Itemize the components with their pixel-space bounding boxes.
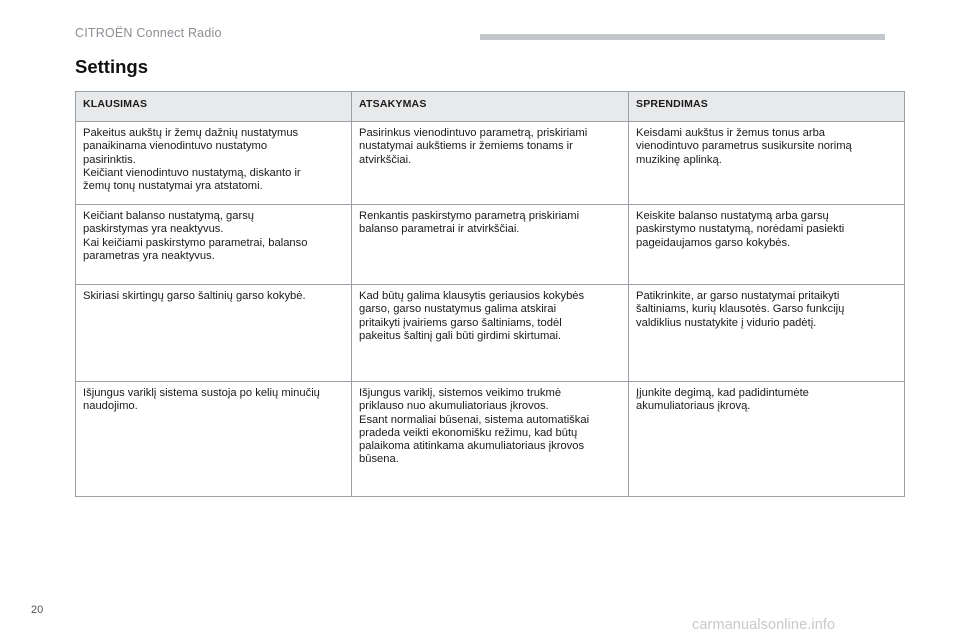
answer-cell: [352, 122, 629, 205]
solution-cell: [629, 382, 905, 497]
cell-text: Keiskite balanso nustatymą arba garsų paskirstymo nustatymą, norėdami pasiekti pageidaujamos garso kokybės.: [636, 210, 845, 249]
header-divider-bar: [480, 34, 885, 40]
cell-text: Skiriasi skirtingų garso šaltinių garso kokybė.: [83, 290, 306, 302]
column-header-solution: SPRENDIMAS: [629, 92, 905, 122]
column-header-answer: ATSAKYMAS: [352, 92, 629, 122]
cell-text: Kad būtų galima klausytis geriausios kokybės garso, garso nustatymus galima atskirai pritaikyti įvairiems garso šaltiniams, todėl pakeitus šaltinį gali būti girdimi skirtumai.: [359, 290, 585, 342]
cell-text: Renkantis paskirstymo parametrą priskiriami balanso parametrai ir atvirkščiai.: [359, 210, 580, 236]
table-row: [76, 382, 905, 497]
cell-text: Keisdami aukštus ir žemus tonus arba vienodintuvo parametrus susikursite norimą muzikinę aplinką.: [636, 127, 852, 166]
answer-cell: [352, 205, 629, 285]
table-row: [76, 205, 905, 285]
watermark-link[interactable]: carmanualsonline.info: [692, 617, 836, 633]
cell-text: Keičiant balanso nustatymą, garsų paskirstymas yra neaktyvus. Kai keičiami paskirstymo parametrai, balanso parametras yra neaktyvus.: [83, 210, 308, 262]
question-cell: [76, 382, 352, 497]
troubleshooting-table: [75, 91, 905, 497]
cell-text: Pakeitus aukštų ir žemų dažnių nustatymus panaikinama vienodintuvo nustatymo pasirinktis. Keičiant vienodintuvo nustatymą, diskanto ir žemų tonų nustatymai yra atstatomi.: [83, 127, 301, 193]
cell-text: Išjungus variklį sistema sustoja po kelių minučių naudojimo.: [83, 387, 320, 413]
cell-text: Patikrinkite, ar garso nustatymai pritaikyti šaltiniams, kurių klausotės. Garso funkcijų valdiklius nustatykite į vidurio padėtį.: [636, 290, 845, 329]
question-cell: [76, 285, 352, 382]
question-cell: [76, 205, 352, 285]
table-header-row: [76, 92, 905, 122]
answer-cell: [352, 382, 629, 497]
page-number: 20: [31, 604, 44, 616]
manual-header-title: CITROËN Connect Radio: [75, 26, 222, 40]
solution-cell: [629, 205, 905, 285]
answer-cell: [352, 285, 629, 382]
cell-text: Įjunkite degimą, kad padidintumėte akumuliatoriaus įkrovą.: [636, 387, 809, 413]
cell-text: Pasirinkus vienodintuvo parametrą, priskiriami nustatymai aukštiems ir žemiems tonams ir atvirkščiai.: [359, 127, 588, 166]
table-row: [76, 285, 905, 382]
cell-text: Išjungus variklį, sistemos veikimo trukmė priklauso nuo akumuliatoriaus įkrovos. Esant normaliai būsenai, sistema automatiškai pradeda veikti ekonomišku režimu, kad būtų palaikoma atitinkama akumuliatoriaus įkrovos būsena.: [359, 387, 590, 466]
table-row: [76, 122, 905, 205]
section-title: Settings: [75, 56, 148, 77]
column-header-question: KLAUSIMAS: [76, 92, 352, 122]
question-cell: [76, 122, 352, 205]
solution-cell: [629, 122, 905, 205]
solution-cell: [629, 285, 905, 382]
